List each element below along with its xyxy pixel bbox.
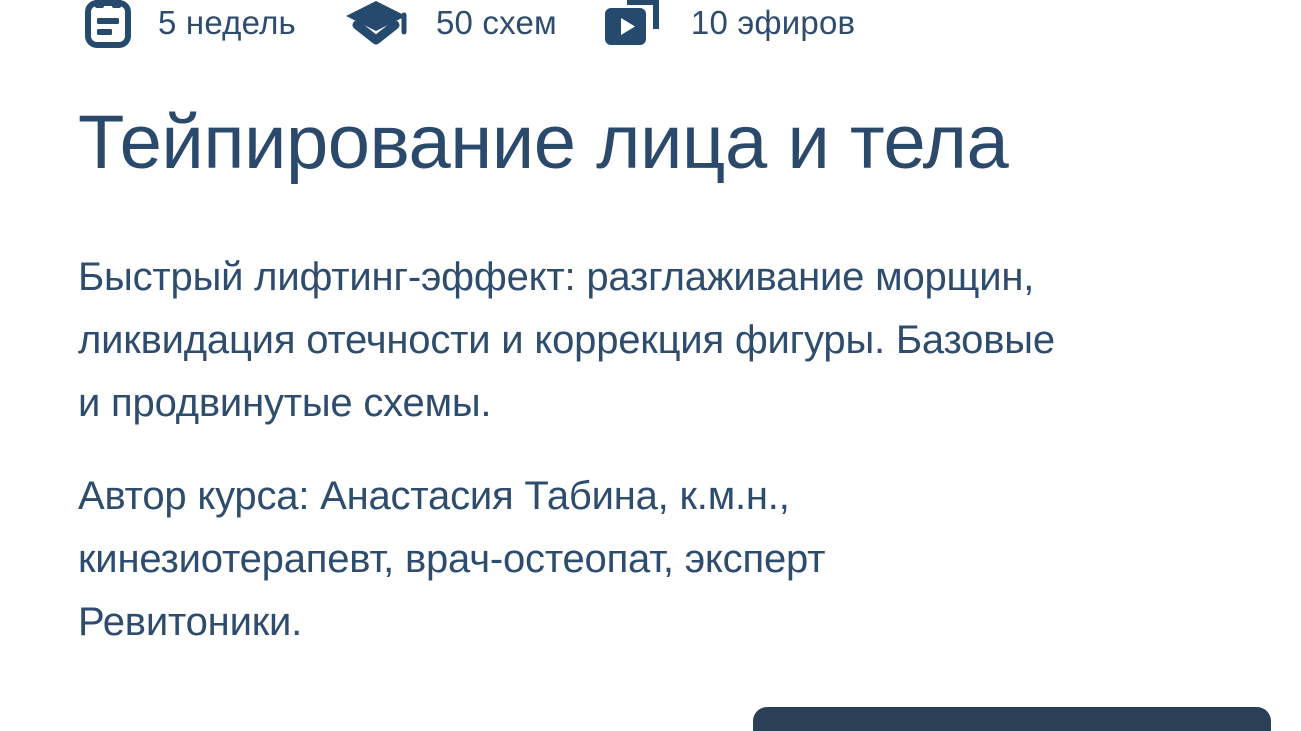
- description-line: Быстрый лифтинг-эффект: разглаживание морщин,: [78, 255, 1035, 299]
- stat-broadcasts-label: 10 эфиров: [690, 4, 856, 41]
- cta-button[interactable]: [753, 707, 1271, 731]
- graduation-cap-icon: [342, 0, 410, 47]
- description-line: ликвидация отечности и коррекция фигуры. Базовые: [78, 318, 1055, 362]
- course-stats-row: [84, 0, 855, 50]
- stat-duration-label: 5 недель: [158, 4, 296, 41]
- stat-schemes-label: 50 схем: [435, 4, 557, 41]
- stat-schemes: [342, 0, 557, 47]
- stat-duration: [84, 0, 296, 49]
- course-title: Тейпирование лица и тела: [78, 100, 1009, 185]
- description-line: и продвинутые схемы.: [78, 381, 492, 425]
- calendar-icon: [84, 0, 132, 49]
- video-broadcast-icon: [603, 0, 665, 47]
- author-line: Ревитоники.: [78, 600, 303, 644]
- author-line: кинезиотерапевт, врач-остеопат, эксперт: [78, 537, 826, 581]
- stat-broadcasts: [603, 0, 855, 47]
- course-author: [78, 465, 825, 654]
- course-description: [78, 246, 1055, 435]
- author-line: Автор курса: Анастасия Табина, к.м.н.,: [78, 474, 790, 518]
